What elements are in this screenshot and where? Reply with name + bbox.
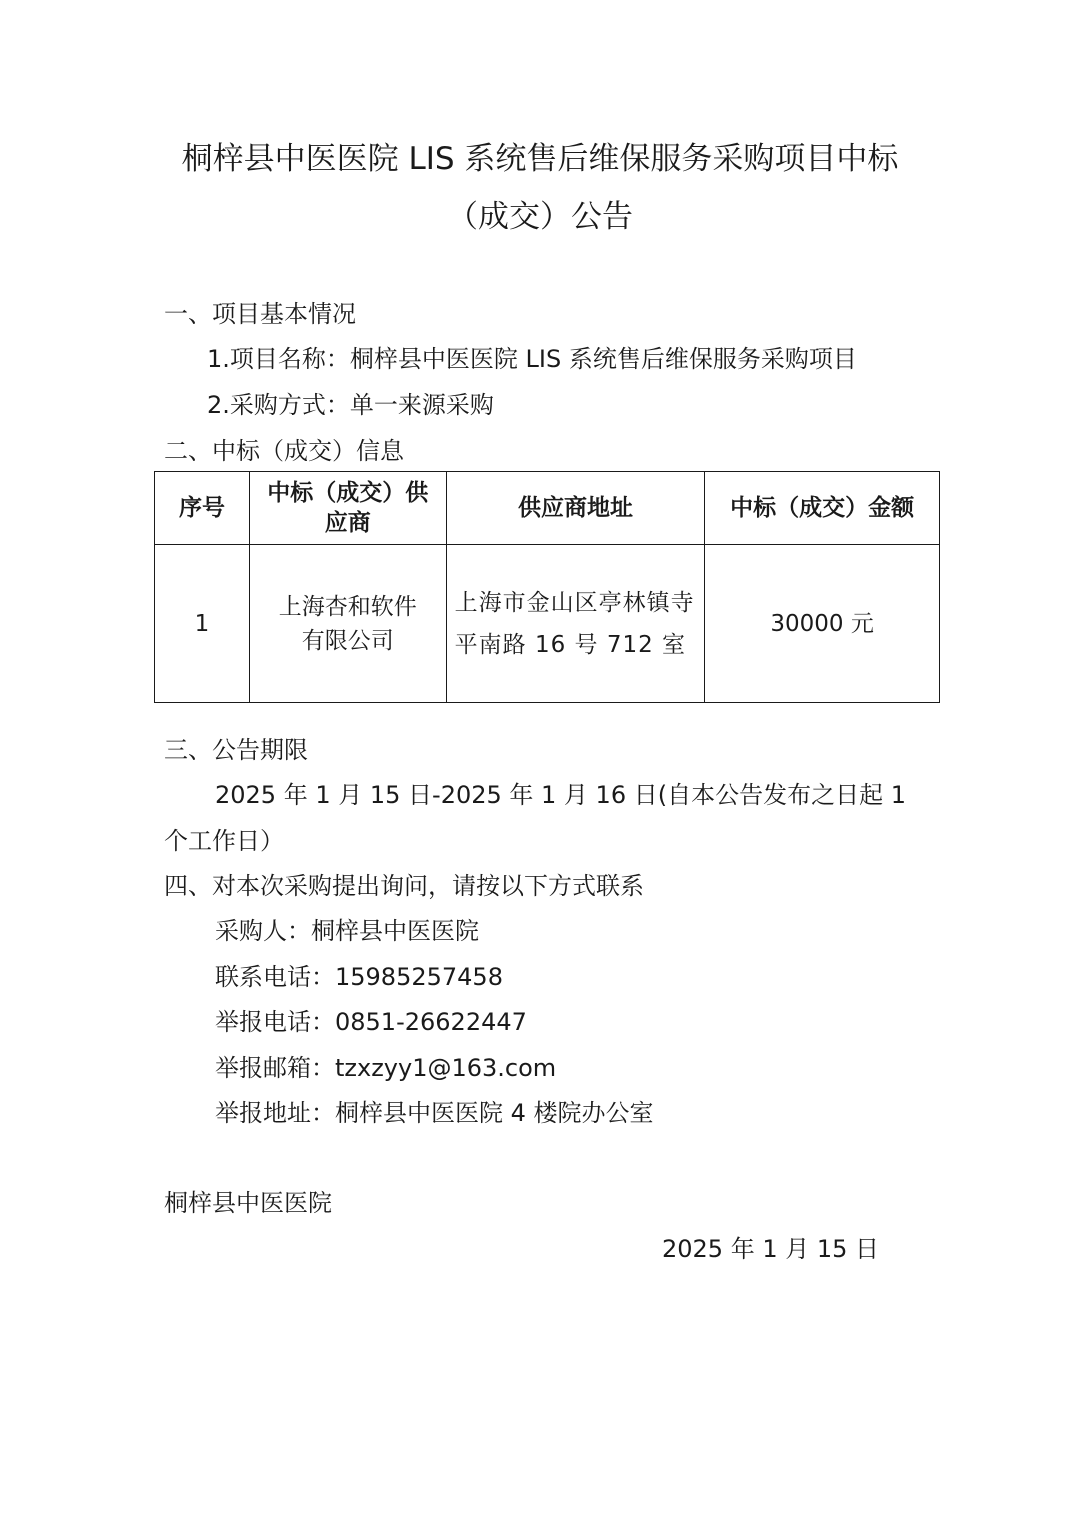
title-line-2: （成交）公告 [447, 199, 633, 235]
cell-amount: 30000 元 [705, 545, 940, 703]
purchaser: 采购人：桐梓县中医医院 [215, 917, 479, 945]
report-phone: 举报电话：0851-26622447 [215, 1008, 527, 1036]
section-3-heading: 三、公告期限 [164, 736, 308, 764]
footer-date: 2025 年 1 月 15 日 [662, 1235, 880, 1263]
section-4-heading: 四、对本次采购提出询问，请按以下方式联系 [164, 872, 644, 900]
table-header-row [155, 472, 940, 545]
cell-index: 1 [155, 545, 250, 703]
section-1-heading: 一、项目基本情况 [164, 300, 356, 328]
footer-organization: 桐梓县中医医院 [164, 1189, 332, 1217]
col-header-amount: 中标（成交）金额 [705, 472, 940, 545]
notice-period-line-2: 个工作日） [164, 827, 284, 855]
col-header-index: 序号 [155, 472, 250, 545]
project-name: 1.项目名称：桐梓县中医医院 LIS 系统售后维保服务采购项目 [207, 345, 857, 373]
award-table [154, 471, 940, 703]
table-row [155, 545, 940, 703]
report-email: 举报邮箱：tzxzyy1@163.com [215, 1054, 557, 1082]
notice-period-line-1: 2025 年 1 月 15 日-2025 年 1 月 16 日(自本公告发布之日起 1 [215, 781, 906, 809]
col-header-supplier: 中标（成交）供应商 [249, 472, 446, 545]
cell-address: 上海市金山区亭林镇寺平南路 16 号 712 室 [446, 545, 705, 703]
report-address: 举报地址：桐梓县中医医院 4 楼院办公室 [215, 1099, 654, 1127]
procurement-method: 2.采购方式：单一来源采购 [207, 391, 494, 419]
contact-phone: 联系电话：15985257458 [215, 963, 503, 991]
col-header-address: 供应商地址 [446, 472, 705, 545]
cell-supplier: 上海杏和软件有限公司 [249, 545, 446, 703]
section-2-heading: 二、中标（成交）信息 [164, 437, 404, 465]
page-title [120, 130, 960, 246]
title-line-1: 桐梓县中医医院 LIS 系统售后维保服务采购项目中标 [181, 141, 899, 177]
